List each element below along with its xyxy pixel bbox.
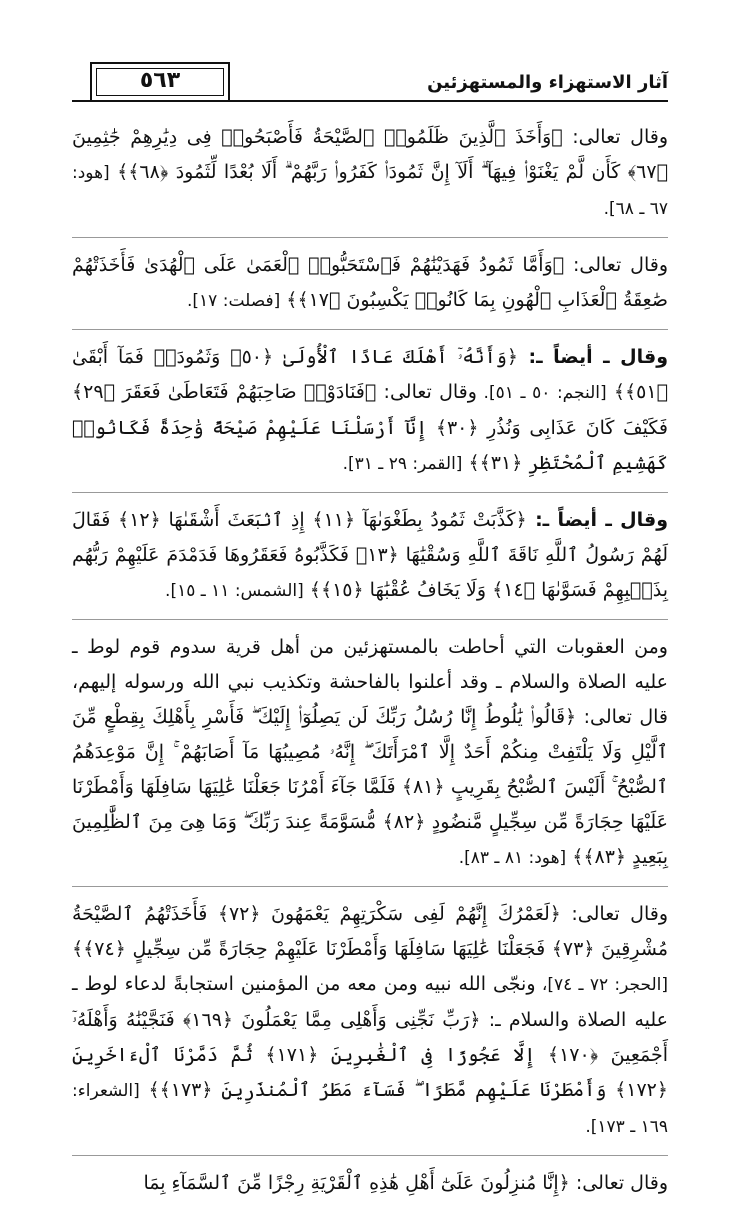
paragraph-divider: [72, 492, 668, 493]
paragraph-divider: [72, 1155, 668, 1156]
speaker-intro: وقال تعالى:: [562, 126, 668, 148]
quran-quote: ﴿لَعَمْرُكَ إِنَّهُمْ لَفِى سَكْرَتِهِمْ يَعْمَهُونَ ﴿٧٢﴾ فَأَخَذَتْهُمُ ٱلصَّيْحَةُ مُشْرِقِينَ ﴿٧٣﴾ فَجَعَلْنَا عَٰلِيَهَا سَافِلَهَا وَأَمْطَرْنَا عَلَيْهِمْ حِجَارَةً مِّن سِجِّيلٍ ﴿٧٤﴾﴾: [72, 903, 668, 960]
speaker-intro: وقال ـ أيضاً ـ:: [526, 509, 669, 531]
paragraph-divider: [72, 329, 668, 330]
paragraph-hijr-shuara: [72, 897, 668, 1145]
paragraph-ankabut: [72, 1166, 668, 1201]
verse-reference-2: [القمر: ٢٩ ـ ٣١].: [342, 454, 463, 474]
page-number: ٥٦٣: [139, 68, 181, 93]
page-number-frame: [90, 62, 230, 102]
quran-quote-2: ﴿فَنَادَوْا۟ صَاحِبَهُمْ فَتَعَاطَىٰ فَعَقَرَ ﴿٢٩﴾ فَكَيْفَ كَانَ عَذَابِى وَنُذُرِ ﴿٣٠﴾ إِنَّآ أَرْسَلْنَا عَلَيْهِمْ صَيْحَةً وَٰحِدَةً فَكَانُوا۟ كَهَشِيمِ ٱلْمُحْتَظِرِ ﴿٣١﴾﴾: [72, 381, 668, 474]
speaker-intro: وقال تعالى:: [564, 254, 669, 276]
paragraph-shams: [72, 503, 668, 609]
verse-reference: [هود: ٦٧ ـ ٦٨].: [72, 163, 668, 219]
quran-quote-2: ﴿رَبِّ نَجِّنِى وَأَهْلِى مِمَّا يَعْمَلُونَ ﴿١٦٩﴾ فَنَجَّيْنَٰهُ وَأَهْلَهُۥٓ أَجْمَعِينَ ﴿١٧٠﴾ إِلَّا عَجُوزًا فِى ٱلْغَٰبِرِينَ ﴿١٧١﴾ ثُمَّ دَمَّرْنَا ٱلْءَاخَرِينَ ﴿١٧٢﴾ وَأَمْطَرْنَا عَلَيْهِم مَّطَرًا ۖ فَسَآءَ مَطَرُ ٱلْمُنذَرِينَ ﴿١٧٣﴾﴾: [72, 1009, 669, 1101]
quran-quote: ﴿وَأَنَّهُۥٓ أَهْلَكَ عَادًا ٱلْأُولَىٰ ﴿٥٠﴾ وَثَمُودَا۟ فَمَآ أَبْقَىٰ ﴿٥١﴾﴾: [72, 346, 668, 403]
quran-quote: ﴿وَأَخَذَ ٱلَّذِينَ ظَلَمُوا۟ ٱلصَّيْحَةُ فَأَصْبَحُوا۟ فِى دِيَٰرِهِمْ جَٰثِمِينَ ﴿٦٧﴾ كَأَن لَّمْ يَغْنَوْا۟ فِيهَآ ۗ أَلَآ إِنَّ ثَمُودَا۟ كَفَرُوا۟ رَبَّهُمْ ۗ أَلَا بُعْدًا لِّثَمُودَ ﴿٦٨﴾﴾: [72, 126, 668, 183]
quran-quote: ﴿وَأَمَّا ثَمُودُ فَهَدَيْنَٰهُمْ فَٱسْتَحَبُّوا۟ ٱلْعَمَىٰ عَلَى ٱلْهُدَىٰ فَأَخَذَتْهُمْ صَٰعِقَةُ ٱلْعَذَابِ ٱلْهُونِ بِمَا كَانُوا۟ يَكْسِبُونَ ﴿١٧﴾﴾: [72, 254, 668, 311]
speaker-intro: وقال تعالى:: [569, 1172, 668, 1194]
quran-quote: ﴿إِنَّا مُنزِلُونَ عَلَىٰٓ أَهْلِ هَٰذِهِ ٱلْقَرْيَةِ رِجْزًا مِّنَ ٱلسَّمَآءِ بِمَا: [143, 1172, 570, 1194]
prose-text: ونجّى الله نبيه ومن معه من المؤمنين استجابةً لدعاء لوط ـ عليه الصلاة والسلام ـ:: [72, 973, 668, 1031]
paragraph-fussilat-17: [72, 248, 668, 319]
speaker-intro: وقال ـ أيضاً ـ:: [518, 346, 668, 368]
paragraph-divider: [72, 619, 668, 620]
verse-reference-2: [الشعراء: ١٦٩ ـ ١٧٣].: [72, 1081, 668, 1137]
verse-reference: [النجم: ٥٠ ـ ٥١].: [476, 383, 607, 403]
page-body: [72, 120, 668, 1211]
paragraph-divider: [72, 237, 668, 238]
verse-reference: [فصلت: ١٧].: [187, 291, 281, 311]
verse-reference: [الشمس: ١١ ـ ١٥].: [165, 581, 304, 601]
paragraph-lot-hud: [72, 630, 668, 876]
speaker-intro: قال تعالى:: [576, 706, 668, 728]
header-rule: [72, 100, 668, 102]
quran-quote: ﴿قَالُوا۟ يَٰلُوطُ إِنَّا رُسُلُ رَبِّكَ لَن يَصِلُوٓا۟ إِلَيْكَ ۖ فَأَسْرِ بِأَهْلِكَ بِقِطْعٍ مِّنَ ٱلَّيْلِ وَلَا يَلْتَفِتْ مِنكُمْ أَحَدٌ إِلَّا ٱمْرَأَتَكَ ۖ إِنَّهُۥ مُصِيبُهَا مَآ أَصَابَهُمْ ۚ إِنَّ مَوْعِدَهُمُ ٱلصُّبْحُ ۚ أَلَيْسَ ٱلصُّبْحُ بِقَرِيبٍ ﴿٨١﴾ فَلَمَّا جَآءَ أَمْرُنَا جَعَلْنَا عَٰلِيَهَا سَافِلَهَا وَأَمْطَرْنَا عَلَيْهَا حِجَارَةً مِّن سِجِّيلٍ مَّنضُودٍ ﴿٨٢﴾ مُّسَوَّمَةً عِندَ رَبِّكَ ۖ وَمَا هِىَ مِنَ ٱلظَّٰلِمِينَ بِبَعِيدٍ ﴿٨٣﴾﴾: [72, 706, 669, 868]
paragraph-najm-qamar: [72, 340, 668, 482]
page-header: [72, 62, 668, 106]
paragraph-divider: [72, 886, 668, 887]
running-title: آثار الاستهزاء والمستهزئين: [427, 72, 668, 93]
speaker-intro: وقال تعالى:: [560, 903, 669, 925]
prose-text: ومن العقوبات التي أحاطت بالمستهزئين من أهل قرية سدوم قوم لوط ـ عليه الصلاة والسلام ـ وقد أعلنوا بالفاحشة وتكذيب نبي الله ورسوله إليهم،: [72, 636, 668, 693]
verse-reference: [هود: ٨١ ـ ٨٣].: [458, 848, 567, 868]
quran-quote: ﴿كَذَّبَتْ ثَمُودُ بِطَغْوَىٰهَآ ﴿١١﴾ إِذِ ٱنۢبَعَثَ أَشْقَىٰهَا ﴿١٢﴾ فَقَالَ لَهُمْ رَسُولُ ٱللَّهِ نَاقَةَ ٱللَّهِ وَسُقْيَٰهَا ﴿١٣﴾ فَكَذَّبُوهُ فَعَقَرُوهَا فَدَمْدَمَ عَلَيْهِمْ رَبُّهُم بِذَنۢبِهِمْ فَسَوَّىٰهَا ﴿١٤﴾ وَلَا يَخَافُ عُقْبَٰهَا ﴿١٥﴾﴾: [72, 509, 668, 601]
speaker-intro-2: وقال تعالى:: [376, 381, 477, 403]
paragraph-hud-67-68: [72, 120, 668, 227]
verse-reference: [الحجر: ٧٢ ـ ٧٤]،: [535, 975, 668, 995]
